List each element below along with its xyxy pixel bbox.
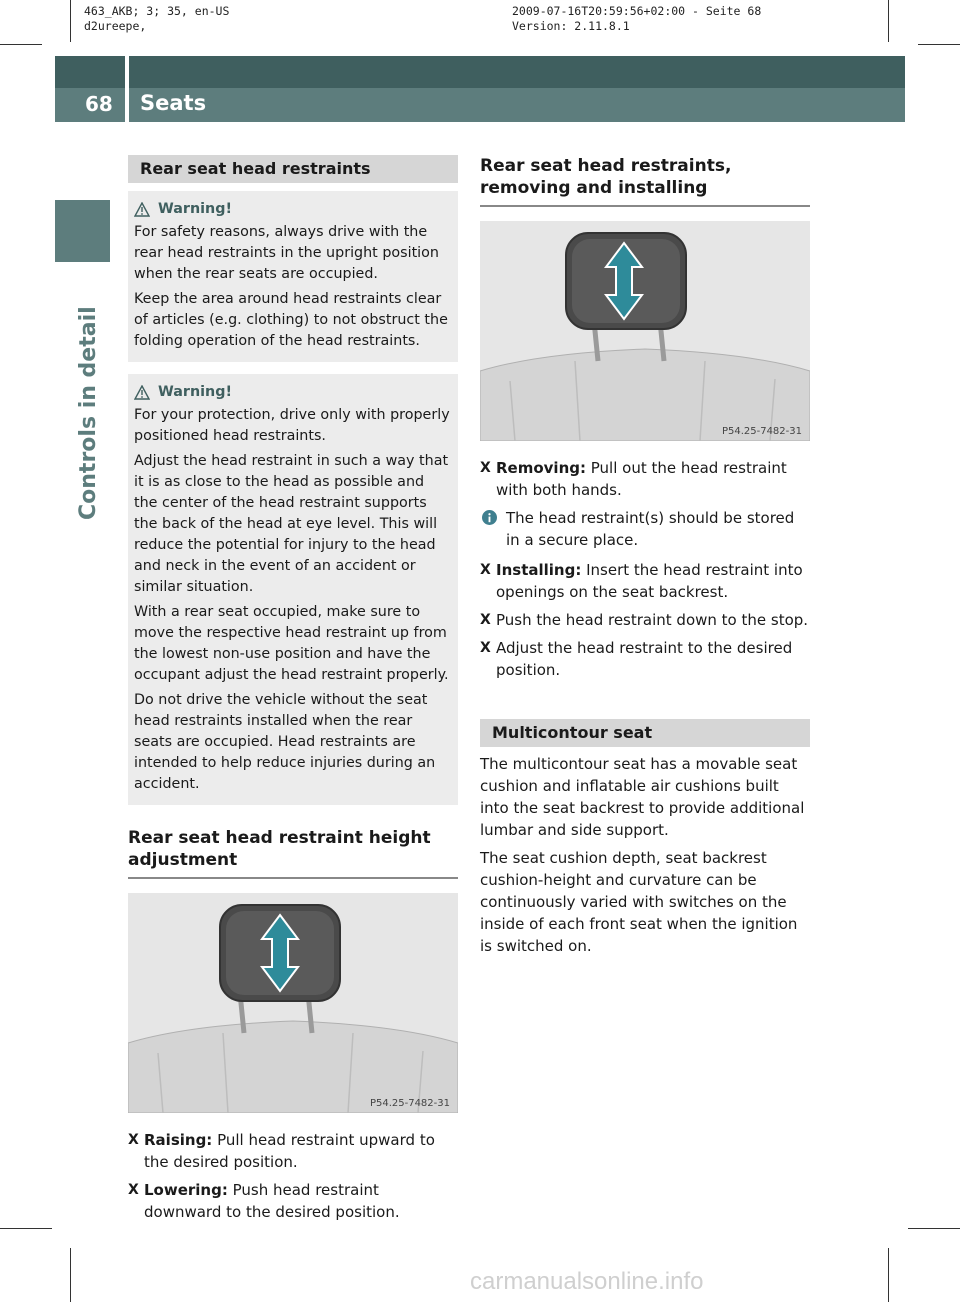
head-restraint-figure (128, 893, 458, 1113)
warning-title-text: Warning! (158, 384, 232, 400)
info-icon (482, 510, 497, 525)
warning-text: With a rear seat occupied, make sure to move the respective head restraint up from the lowest non-use position and have the occupant adjust the head restraint properly. (134, 604, 449, 683)
step-list (480, 457, 810, 501)
head-restraint-illustration (480, 221, 810, 441)
meta-line: d2ureepe, (84, 19, 147, 33)
crop-mark (888, 1248, 889, 1302)
step-item (128, 1129, 458, 1173)
step-marker: X (480, 562, 491, 578)
step-label: Raising: (144, 1131, 213, 1149)
step-label: Lowering: (144, 1181, 228, 1199)
page-title: Seats (140, 91, 207, 115)
step-text: Pull out the head restraint with both hands. (496, 459, 787, 499)
warning-box (128, 191, 458, 362)
side-chapter-label: Controls in detail (76, 306, 101, 520)
body-paragraph: The multicontour seat has a movable seat cushion and inflatable air cushions built into the seat backrest to provide additional lumbar and side support. (480, 755, 805, 839)
warning-box (128, 374, 458, 805)
subsection-heading: Rear seat head restraints, removing and installing (480, 155, 810, 207)
step-text: Pull head restraint upward to the desired position. (144, 1131, 435, 1171)
step-label: Removing: (496, 459, 586, 477)
warning-text: Keep the area around head restraints clear of articles (e.g. clothing) to not obstruct the folding operation of the head restraints. (134, 291, 448, 349)
step-text: Insert the head restraint into openings on the seat backrest. (496, 561, 803, 601)
meta-line: 463_AKB; 3; 35, en-US (84, 4, 230, 18)
step-item (480, 559, 810, 603)
crop-mark (70, 1248, 71, 1302)
crop-mark (908, 1228, 960, 1229)
step-label: Installing: (496, 561, 582, 579)
section-heading: Rear seat head restraints (128, 155, 458, 183)
step-list (128, 1129, 458, 1223)
page-number: 68 (85, 92, 113, 116)
info-text: The head restraint(s) should be stored in a secure place. (506, 509, 795, 549)
crop-mark (918, 44, 960, 45)
warning-title (134, 382, 452, 403)
meta-line: Version: 2.11.8.1 (512, 19, 630, 33)
print-meta-left (84, 4, 229, 34)
step-text: Push the head restraint down to the stop. (496, 611, 809, 629)
right-column (480, 155, 810, 963)
step-item (480, 609, 810, 631)
info-note (480, 507, 810, 551)
step-text: Push head restraint downward to the desired position. (144, 1181, 400, 1221)
figure-code: P54.25-7482-31 (369, 1098, 450, 1109)
subsection-heading: Rear seat head restraint height adjustment (128, 827, 458, 879)
step-marker: X (480, 640, 491, 656)
warning-title (134, 199, 452, 220)
step-marker: X (480, 612, 491, 628)
print-meta-right (512, 4, 761, 34)
warning-text: For your protection, drive only with properly positioned head restraints. (134, 407, 450, 444)
step-list (480, 559, 810, 681)
crop-mark (0, 44, 42, 45)
side-tab (55, 200, 110, 262)
crop-mark (70, 0, 71, 42)
head-restraint-illustration (128, 893, 458, 1113)
warning-text: Adjust the head restraint in such a way that it is as close to the head as possible and the center of the head restraint supports the back of the head at eye level. This will reduce the potential for injury to the head and neck in the event of an accident or similar situation. (134, 453, 449, 595)
step-marker: X (128, 1182, 139, 1198)
step-item (128, 1179, 458, 1223)
crop-mark (888, 0, 889, 42)
body-paragraph: The seat cushion depth, seat backrest cushion-height and curvature can be continuously varied with switches on the inside of each front seat when the ignition is switched on. (480, 849, 798, 955)
meta-line: 2009-07-16T20:59:56+02:00 - Seite 68 (512, 4, 762, 18)
header-divider (125, 56, 129, 122)
watermark: carmanualsonline.info (470, 1268, 704, 1295)
warning-title-text: Warning! (158, 201, 232, 217)
warning-triangle-icon (134, 385, 150, 400)
step-marker: X (128, 1132, 139, 1148)
step-item (480, 637, 810, 681)
step-item (480, 457, 810, 501)
figure-code: P54.25-7482-31 (721, 426, 802, 437)
warning-triangle-icon (134, 202, 150, 217)
head-restraint-figure (480, 221, 810, 441)
warning-text: Do not drive the vehicle without the seat head restraints installed when the rear seats are occupied. Head restraints are intended to help reduce injuries during an accident. (134, 692, 436, 792)
left-column (128, 155, 458, 1229)
crop-mark (0, 1228, 52, 1229)
step-text: Adjust the head restraint to the desired position. (496, 639, 793, 679)
section-heading: Multicontour seat (480, 719, 810, 747)
warning-text: For safety reasons, always drive with the rear head restraints in the upright position when the rear seats are occupied. (134, 224, 439, 282)
step-marker: X (480, 460, 491, 476)
